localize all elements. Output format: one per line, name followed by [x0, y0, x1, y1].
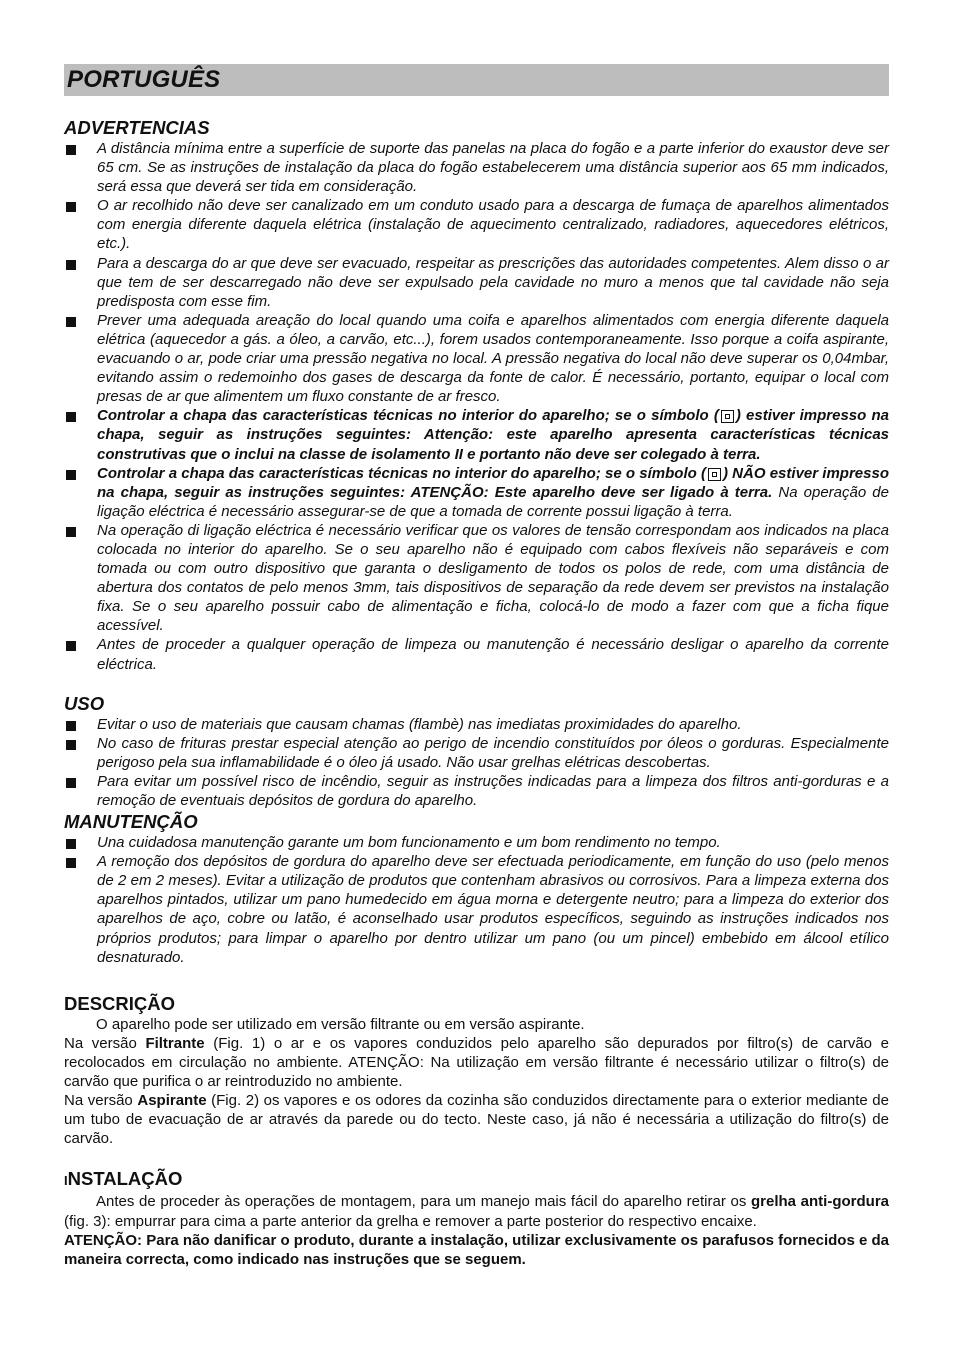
list-item: Una cuidadosa manutenção garante um bom funcionamento e um bom rendimento no tempo. [64, 833, 889, 852]
item-text: Controlar a chapa das características técnicas no interior do aparelho; se o símbolo ( [97, 464, 706, 482]
list-item [64, 406, 889, 463]
item-text: Na operação de ligação eléctrica é necessário assegurar-se de que a tomada de corrente possui ligação à terra. [97, 483, 889, 520]
double-insulation-icon [721, 410, 734, 423]
paragraph-text: (fig. 3): empurrar para cima a parte anterior da grelha e remover a parte posterior do respectivo encaixe. [64, 1212, 757, 1230]
paragraph-bold: Filtrante [145, 1034, 205, 1052]
item-text: Controlar a chapa das características técnicas no interior do aparelho; se o símbolo ( [97, 407, 719, 425]
instalacao-heading [64, 1168, 889, 1192]
document-page [64, 64, 889, 1269]
instalacao-warning: ATENÇÃO: Para não danificar o produto, durante a instalação, utilizar exclusivamente os parafusos fornecidos e da maneira correcta, como indicado nas instruções que se seguem. [64, 1231, 889, 1268]
title-bar [64, 64, 889, 96]
advertencias-list [64, 139, 889, 674]
instalacao-paragraph [64, 1192, 889, 1230]
list-item: A distância mínima entre a superfície de suporte das panelas na placa do fogão e a parte inferior do exaustor deve ser 65 cm. Se as instruções de instalação da placa do fogão estabelecerem uma distância superior aos 65 mm indicados, será essa que deverá ser tida em consideração. [64, 139, 889, 196]
item-text: ) NÃO estiver impresso na chapa, seguir as instruções seguintes: ATENÇÃO: Este aparelho deve ser ligado à terra. [97, 464, 889, 501]
paragraph-text: Na versão [64, 1034, 146, 1052]
descricao-paragraph [64, 1034, 889, 1091]
heading-initial: I [64, 1173, 68, 1189]
heading-text: NSTALAÇÃO [67, 1168, 183, 1190]
manutencao-heading: MANUTENÇÃO [64, 811, 198, 833]
paragraph-bold: grelha anti-gordura [751, 1193, 890, 1211]
list-item: Para a descarga do ar que deve ser evacuado, respeitar as prescrições das autoridades competentes. Alem disso o ar que tem de ser descarregado não deve ser expulsado pela cavidade no muro a menos que tal cavidade não seja predisposta com esse fim. [64, 254, 889, 311]
list-item: Na operação di ligação eléctrica é necessário verificar que os valores de tensão correspondam aos indicados na placa colocada no interior do aparelho. Se o seu aparelho não é equipado com cabos flexíveis não separáveis e com tomada ou com outro dispositivo que garanta o desligamento de todos os polos de rede, com uma distância de abertura dos contatos de pelo menos 3mm, tais dispositivos de separação da rede devem ser previstos na instalação fixa. Se o seu aparelho possuir cabo de alimentação e ficha, colocá-lo de modo a fazer com que a ficha fique acessível. [64, 521, 889, 636]
list-item: Prever uma adequada areação do local quando uma coifa e aparelhos alimentados com energia diferente daquela elétrica (aquecedor a gás. a óleo, a carvão, etc...), forem usados contemporaneamente. Isso porque a coifa aspirante, evacuando o ar, pode criar uma pressão negativa no local. A pressão negativa do local não deve superar os 0,04mbar, evitando assim o redemoinho dos gases de descarga da fonte de calor. É necessário, portanto, equipar o local com presas de ar que alimentem um fluxo constante de ar fresco. [64, 311, 889, 406]
paragraph-text: Na versão [64, 1092, 138, 1110]
list-item: Evitar o uso de materiais que causam chamas (flambè) nas imediatas proximidades do aparelho. [64, 715, 889, 734]
uso-list [64, 715, 889, 810]
item-text: ) estiver impresso na chapa, seguir as instruções seguintes: Attenção: este aparelho apresenta características técnicas construtivas que o inclui na classe de isolamento II e portanto não deve ser colegado à terra. [97, 407, 889, 463]
list-item: Para evitar um possível risco de incêndio, seguir as instruções indicadas para a limpeza dos filtros anti-gorduras e a remoção de eventuais depósitos de gordura do aparelho. [64, 772, 889, 810]
manutencao-list [64, 833, 889, 967]
section-descricao [64, 993, 889, 1149]
double-insulation-icon [708, 468, 721, 481]
paragraph-bold: Aspirante [137, 1092, 207, 1110]
paragraph-text: (Fig. 2) os vapores e os odores da cozinha são conduzidos directamente para o exterior mediante de um tubo de evacuação de ar através da parede ou do tecto. Neste caso, já não é necessária a utilização do filtro(s) de carvão. [64, 1092, 889, 1148]
list-item [64, 464, 889, 521]
uso-heading: USO [64, 692, 105, 714]
page-title: PORTUGUÊS [67, 66, 221, 93]
section-manutencao [64, 811, 889, 967]
descricao-paragraph: O aparelho pode ser utilizado em versão filtrante ou em versão aspirante. [96, 1015, 585, 1033]
descricao-paragraph [64, 1091, 889, 1148]
section-uso [64, 693, 889, 810]
section-advertencias [64, 117, 889, 674]
paragraph-text: (Fig. 1) o ar e os vapores conduzidos pelo aparelho são depurados por filtro(s) de carvão e recolocados em circulação no ambiente. ATENÇÃO: Na utilização em versão filtrante é necessário utilizar o filtro(s) de carvão que purifica o ar reintroduzido no ambiente. [64, 1034, 889, 1091]
list-item: O ar recolhido não deve ser canalizado em um conduto usado para a descarga de fumaça de aparelhos alimentados com energia diferente daquela elétrica (instalação de aquecimento centralizado, radiadores, aquecedores elétricos, etc.). [64, 196, 889, 253]
section-instalacao [64, 1168, 889, 1268]
list-item: No caso de frituras prestar especial atenção ao perigo de incendio constituídos por óleos o gorduras. Especialmente perigoso pela sua inflamabilidade é o óleo já usado. Não usar grelhas elétricas descobertas. [64, 734, 889, 772]
paragraph-text: Antes de proceder às operações de montagem, para um manejo mais fácil do aparelho retirar os [96, 1193, 751, 1211]
advertencias-heading: ADVERTENCIAS [64, 117, 210, 138]
list-item: A remoção dos depósitos de gordura do aparelho deve ser efectuada periodicamente, em função do uso (pelo menos de 2 em 2 meses). Evitar a utilização de produtos que contenham abrasivos ou corrosivos. Para a limpeza externa dos aparelhos pintados, utilizar um pano humedecido em água morna e detergente neutro; para a limpeza do exterior dos aparelhos de aço, cobre ou latão, é aconselhado usar produtos específicos, seguindo as instruções indicados nos próprios produtos; para limpar o aparelho por dentro utilizar um pano (ou um pincel) embebido em álcool etílico desnaturado. [64, 852, 889, 967]
list-item: Antes de proceder a qualquer operação de limpeza ou manutenção é necessário desligar o aparelho da corrente eléctrica. [64, 635, 889, 673]
descricao-heading: DESCRIÇÃO [64, 992, 176, 1014]
